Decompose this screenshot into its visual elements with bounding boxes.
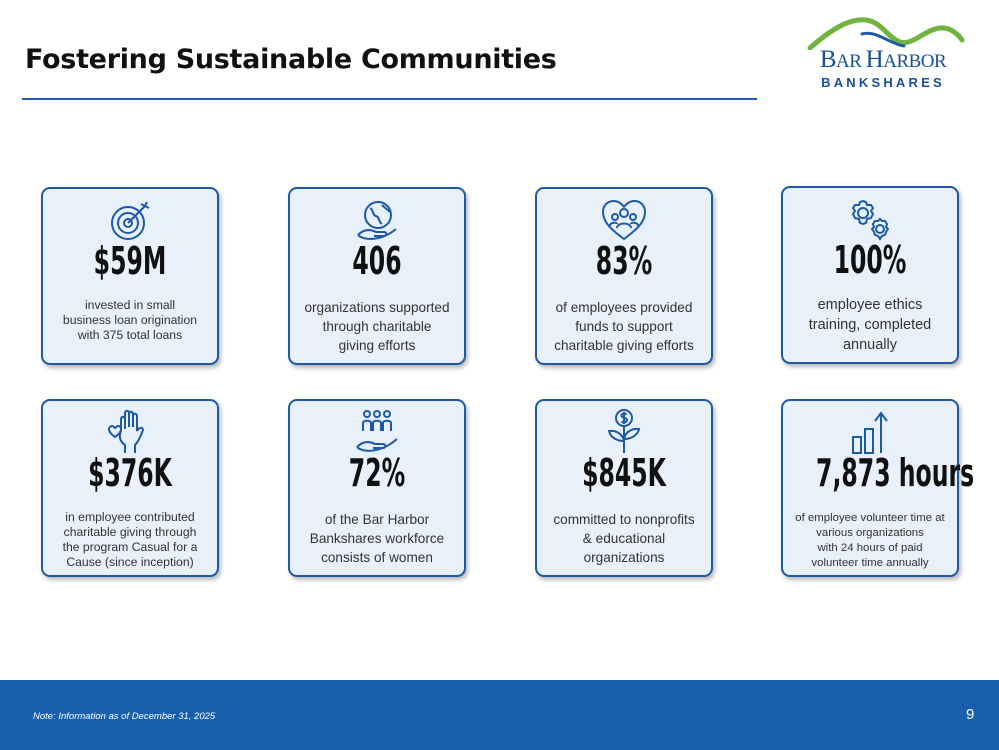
stat-value: $376K	[88, 451, 172, 495]
stat-description: of employee volunteer time at various organizations with 24 hours of paid volunteer time annually	[795, 512, 945, 569]
stat-description: committed to nonprofits & educational organizations	[553, 512, 695, 565]
stat-card-ethics-training	[781, 186, 959, 364]
logo-mountain-icon	[800, 16, 965, 50]
stat-card-organizations	[288, 187, 466, 365]
stat-description: invested in small business loan origination with 375 total loans	[62, 298, 198, 342]
stat-card-women-workforce	[288, 399, 466, 577]
page-number: 9	[966, 706, 975, 723]
logo-wordmark: BAR HARBOR	[819, 46, 947, 73]
stat-description: of employees provided funds to support charitable giving efforts	[554, 300, 694, 353]
stat-value: 406	[352, 239, 402, 283]
raised-hand-heart-icon	[105, 407, 155, 457]
stat-card-small-business	[41, 187, 219, 365]
stat-description: employee ethics training, completed annually	[808, 297, 932, 353]
stat-description: in employee contributed charitable giving through the program Casual for a Cause (since inception)	[62, 510, 198, 569]
stat-value: 100%	[833, 238, 907, 282]
bar-chart-growth-icon	[845, 407, 895, 457]
stat-value: $59M	[93, 239, 167, 283]
stat-value: 7,873 hours	[816, 451, 975, 495]
stat-card-employee-giving	[41, 399, 219, 577]
stat-value: 83%	[595, 239, 653, 283]
footnote: Note: Information as of December 31, 2025	[33, 711, 216, 722]
stat-description: organizations supported through charitable giving efforts	[304, 300, 450, 353]
globe-hand-icon	[352, 195, 402, 245]
people-hand-icon	[352, 407, 402, 457]
stat-card-employees-funds	[535, 187, 713, 365]
title-divider	[22, 98, 757, 100]
target-icon	[105, 195, 155, 245]
page-title: Fostering Sustainable Communities	[25, 44, 557, 75]
stat-value: $845K	[582, 451, 666, 495]
stat-value: 72%	[348, 451, 406, 495]
heart-people-icon	[599, 195, 649, 245]
footer-bar	[0, 680, 999, 750]
stat-description: of the Bar Harbor Bankshares workforce consists of women	[309, 512, 445, 565]
company-logo	[800, 16, 965, 96]
gears-icon	[845, 194, 895, 244]
money-plant-icon	[599, 407, 649, 457]
stat-card-volunteer-hours	[781, 399, 975, 577]
stat-card-nonprofits	[535, 399, 713, 577]
logo-subtext: BANKSHARES	[821, 75, 945, 90]
